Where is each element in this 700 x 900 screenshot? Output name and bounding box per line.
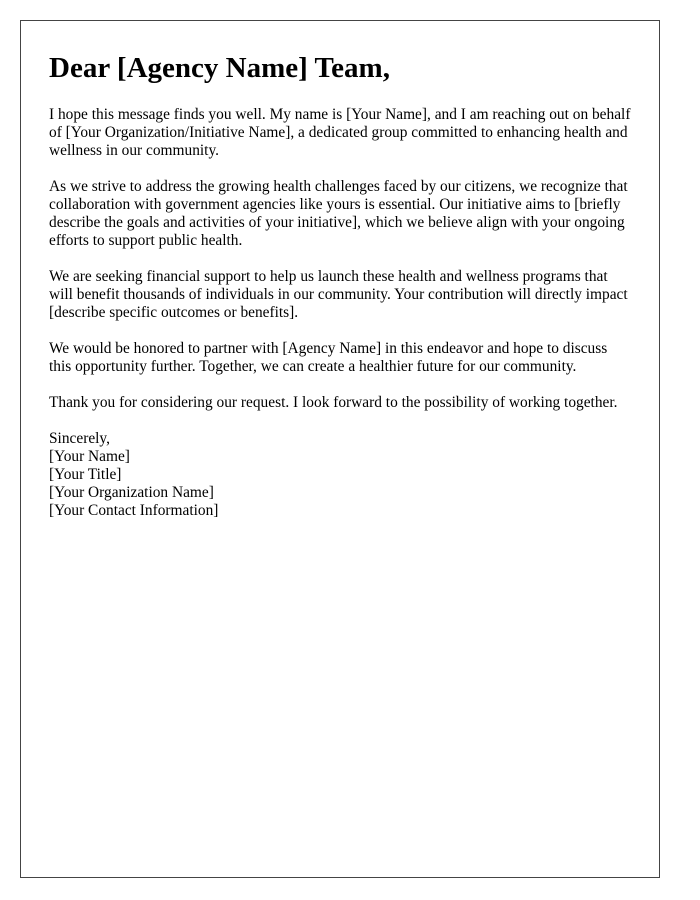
paragraph-partnership: We would be honored to partner with [Agency Name] in this endeavor and hope to discuss this opportunity further. Together, we can create a healthier future for our community.	[49, 340, 608, 375]
signature-name: [Your Name]	[49, 448, 130, 465]
paragraph-thanks: Thank you for considering our request. I look forward to the possibility of working together.	[49, 394, 618, 411]
signature-contact: [Your Contact Information]	[49, 502, 219, 519]
paragraph-introduction: I hope this message finds you well. My name is [Your Name], and I am reaching out on behalf of [Your Organization/Initiative Name], a dedicated group committed to enhancing health and wellness in our community.	[49, 106, 631, 159]
letter-page	[20, 20, 660, 878]
signature-organization: [Your Organization Name]	[49, 484, 214, 501]
signature-closing: Sincerely,	[49, 430, 110, 447]
paragraph-collaboration: As we strive to address the growing health challenges faced by our citizens, we recognize that collaboration with government agencies like yours is essential. Our initiative aims to [briefly describe the goals and activities of your initiative], which we believe align with your ongoing efforts to support public health.	[49, 178, 628, 249]
signature-block	[49, 430, 631, 520]
signature-title: [Your Title]	[49, 466, 122, 483]
letter-greeting: Dear [Agency Name] Team,	[49, 52, 390, 84]
paragraph-funding-request: We are seeking financial support to help us launch these health and wellness programs that will benefit thousands of individuals in our community. Your contribution will directly impact [describe specific outcomes or benefits].	[49, 268, 628, 321]
